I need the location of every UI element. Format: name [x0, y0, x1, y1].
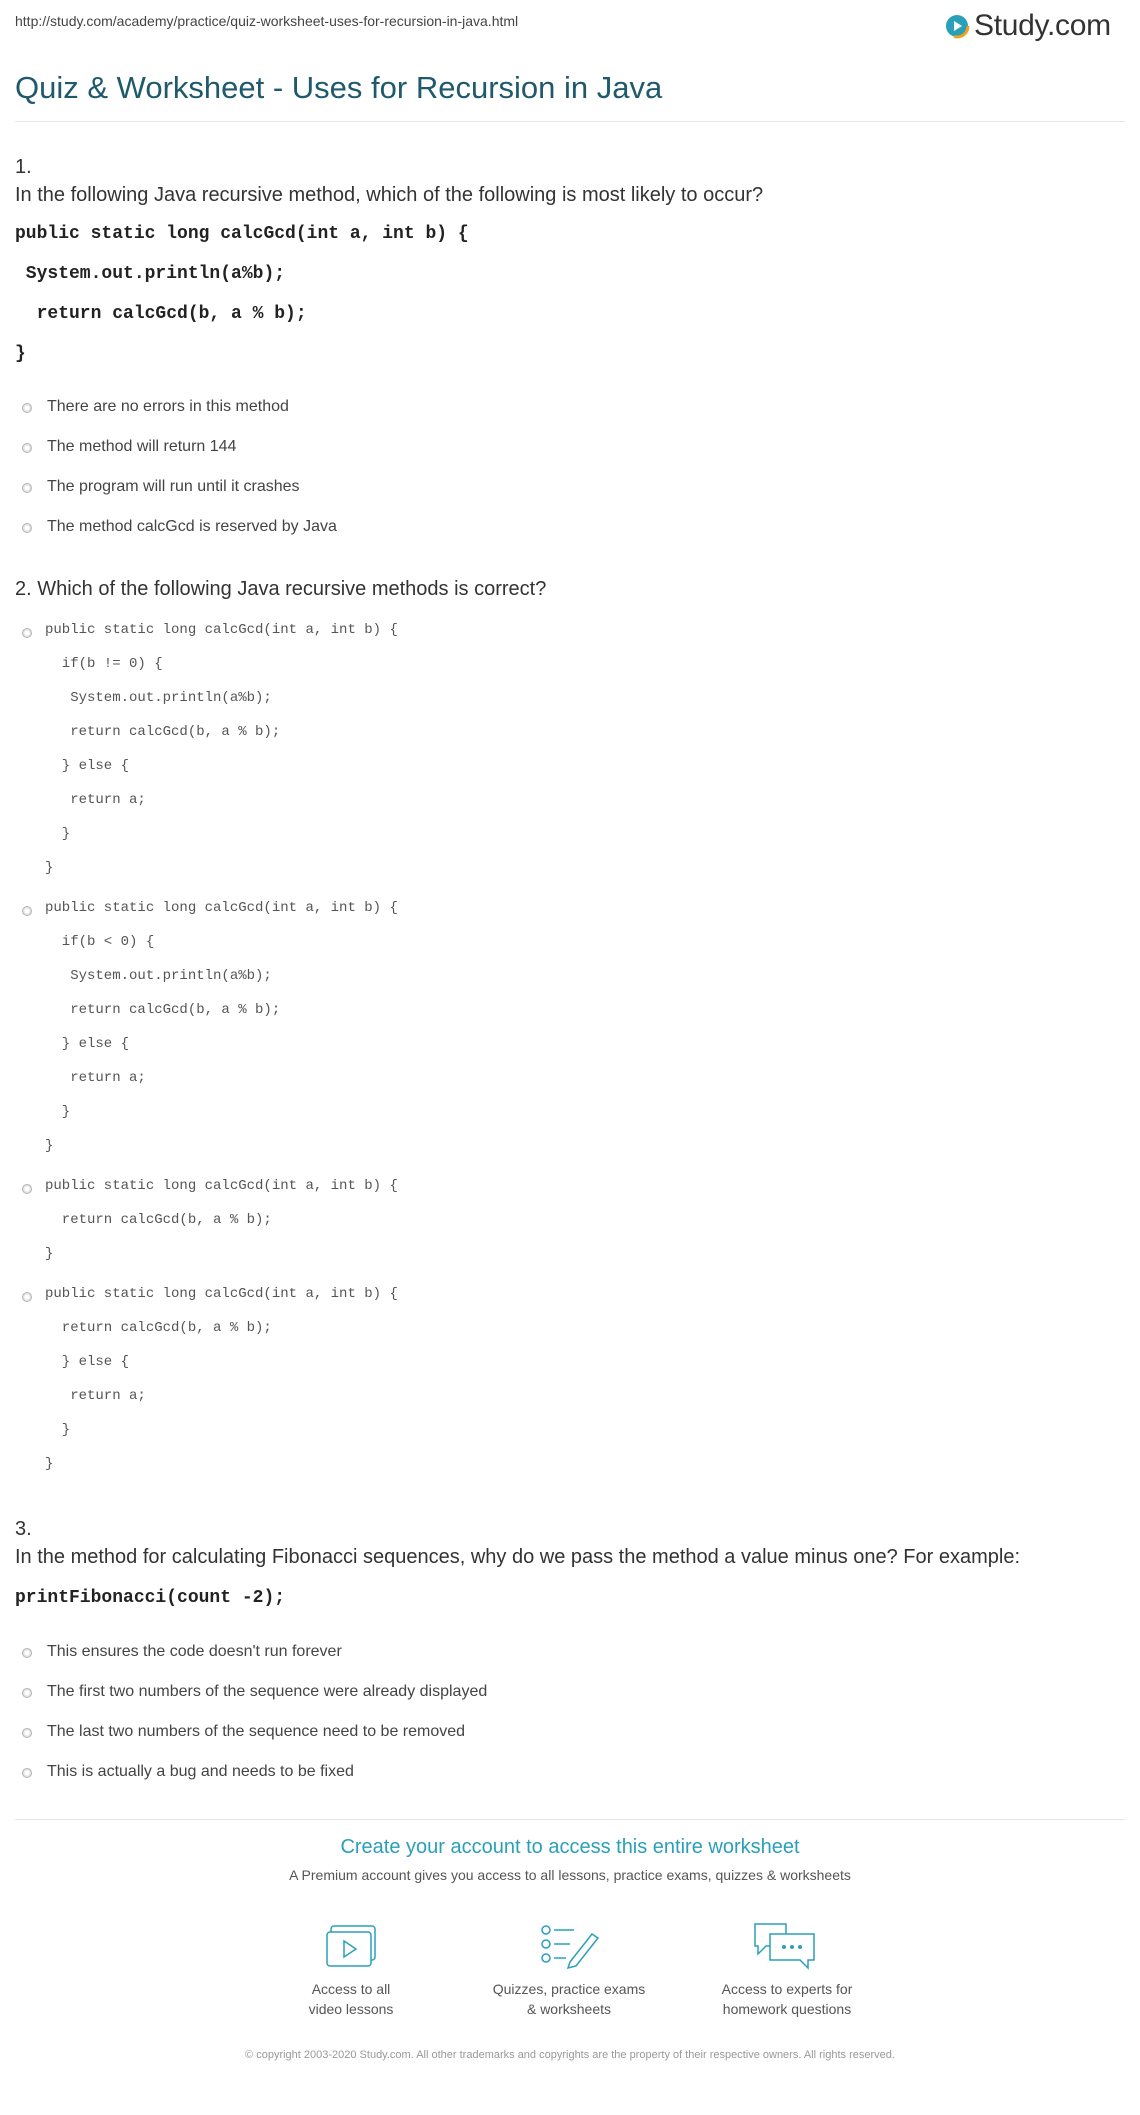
- q1-option-label[interactable]: The program will run until it crashes: [47, 478, 300, 495]
- study-logo-icon: [944, 13, 970, 39]
- q2-option-code-line: }: [45, 826, 71, 842]
- q2-option-code-line: if(b < 0) {: [45, 934, 155, 950]
- q2-option-code-line: return a;: [45, 1388, 146, 1404]
- feature-line: homework questions: [722, 2001, 852, 2017]
- q2-option-code-line: return a;: [45, 1070, 146, 1086]
- q1-code-line: System.out.println(a%b);: [15, 264, 286, 284]
- quiz-checklist-icon: [540, 1922, 600, 1970]
- promo-subtitle: A Premium account gives you access to all lessons, practice exams, quizzes & worksheets: [289, 1867, 851, 1883]
- feature-line: video lessons: [308, 2001, 394, 2017]
- q2-option-code-line: } else {: [45, 1036, 130, 1052]
- q2-option-code-line: return calcGcd(b, a % b);: [45, 724, 281, 740]
- q2-option-code-line: return a;: [45, 792, 146, 808]
- q2-option-code-line: }: [45, 1138, 54, 1154]
- q3-option-label[interactable]: The last two numbers of the sequence need to be removed: [47, 1723, 466, 1740]
- q2-option-code-line[interactable]: public static long calcGcd(int a, int b) {: [45, 622, 398, 638]
- q2-option-code-line: }: [45, 1246, 54, 1262]
- q1-code-line: return calcGcd(b, a % b);: [15, 304, 307, 324]
- page-title: Quiz & Worksheet - Uses for Recursion in Java: [15, 70, 663, 105]
- feature-line: Access to experts for: [721, 1981, 853, 1997]
- promo-title[interactable]: Create your account to access this entire worksheet: [340, 1836, 800, 1858]
- q1-option-radio[interactable]: [22, 483, 32, 493]
- q2-option-code-line[interactable]: public static long calcGcd(int a, int b) {: [45, 900, 398, 916]
- q3-option-radio[interactable]: [22, 1768, 32, 1778]
- q3-option-radio[interactable]: [22, 1728, 32, 1738]
- q2-option-radio[interactable]: [22, 628, 32, 638]
- q2-option-radio[interactable]: [22, 906, 32, 916]
- video-lesson-icon: [325, 1924, 377, 1970]
- q2-option-code-line[interactable]: public static long calcGcd(int a, int b) {: [45, 1286, 398, 1302]
- q1-code-line: public static long calcGcd(int a, int b) {: [15, 224, 469, 244]
- q2-text: 2. Which of the following Java recursive methods is correct?: [15, 578, 547, 600]
- q3-number: 3.: [15, 1518, 32, 1540]
- study-logo[interactable]: [944, 8, 1111, 44]
- q1-code-line: }: [15, 344, 26, 364]
- feature-video-lessons: [251, 1979, 451, 2019]
- q3-code: printFibonacci(count -2);: [15, 1588, 286, 1608]
- q3-option-radio[interactable]: [22, 1648, 32, 1658]
- q2-option-code-line: }: [45, 1456, 54, 1472]
- q1-number: 1.: [15, 156, 32, 178]
- q2-option-code-line: }: [45, 860, 54, 876]
- q2-option-code-line: return calcGcd(b, a % b);: [45, 1212, 272, 1228]
- q2-option-code-line: } else {: [45, 758, 130, 774]
- q2-option-code-line: }: [45, 1104, 71, 1120]
- q2-option-code-line: if(b != 0) {: [45, 656, 163, 672]
- section-divider: [15, 1819, 1125, 1820]
- q1-option-label[interactable]: The method will return 144: [47, 438, 237, 455]
- title-divider: [15, 121, 1125, 122]
- expert-chat-icon: [752, 1920, 818, 1972]
- feature-line: & worksheets: [526, 2001, 612, 2017]
- q3-option-label[interactable]: This is actually a bug and needs to be fixed: [47, 1763, 354, 1780]
- copyright-notice: © copyright 2003-2020 Study.com. All other trademarks and copyrights are the property of their respective owners. All rights reserved.: [245, 2049, 895, 2061]
- q3-option-label[interactable]: This ensures the code doesn't run forever: [47, 1643, 342, 1660]
- q2-option-radio[interactable]: [22, 1184, 32, 1194]
- q3-text: In the method for calculating Fibonacci sequences, why do we pass the method a value minus one? For example:: [15, 1546, 1021, 1568]
- q2-option-code-line[interactable]: public static long calcGcd(int a, int b) {: [45, 1178, 398, 1194]
- q2-option-radio[interactable]: [22, 1292, 32, 1302]
- q2-option-code-line: return calcGcd(b, a % b);: [45, 1320, 272, 1336]
- feature-quizzes: [469, 1979, 669, 2019]
- q2-option-code-line: System.out.println(a%b);: [45, 690, 272, 706]
- q1-text: In the following Java recursive method, which of the following is most likely to occur?: [15, 184, 764, 206]
- logo-text: Study.com: [974, 9, 1111, 42]
- q2-option-code-line: } else {: [45, 1354, 130, 1370]
- q1-option-radio[interactable]: [22, 443, 32, 453]
- feature-experts: [687, 1979, 887, 2019]
- q1-option-radio[interactable]: [22, 403, 32, 413]
- q2-option-code-line: }: [45, 1422, 71, 1438]
- q1-option-label[interactable]: There are no errors in this method: [47, 398, 289, 415]
- page-url: http://study.com/academy/practice/quiz-worksheet-uses-for-recursion-in-java.html: [15, 13, 519, 29]
- q3-option-label[interactable]: The first two numbers of the sequence were already displayed: [47, 1683, 488, 1700]
- q1-option-radio[interactable]: [22, 523, 32, 533]
- q1-option-label[interactable]: The method calcGcd is reserved by Java: [47, 518, 337, 535]
- q2-option-code-line: return calcGcd(b, a % b);: [45, 1002, 281, 1018]
- q2-option-code-line: System.out.println(a%b);: [45, 968, 272, 984]
- q3-option-radio[interactable]: [22, 1688, 32, 1698]
- feature-line: Quizzes, practice exams: [492, 1981, 646, 1997]
- feature-line: Access to all: [311, 1981, 391, 1997]
